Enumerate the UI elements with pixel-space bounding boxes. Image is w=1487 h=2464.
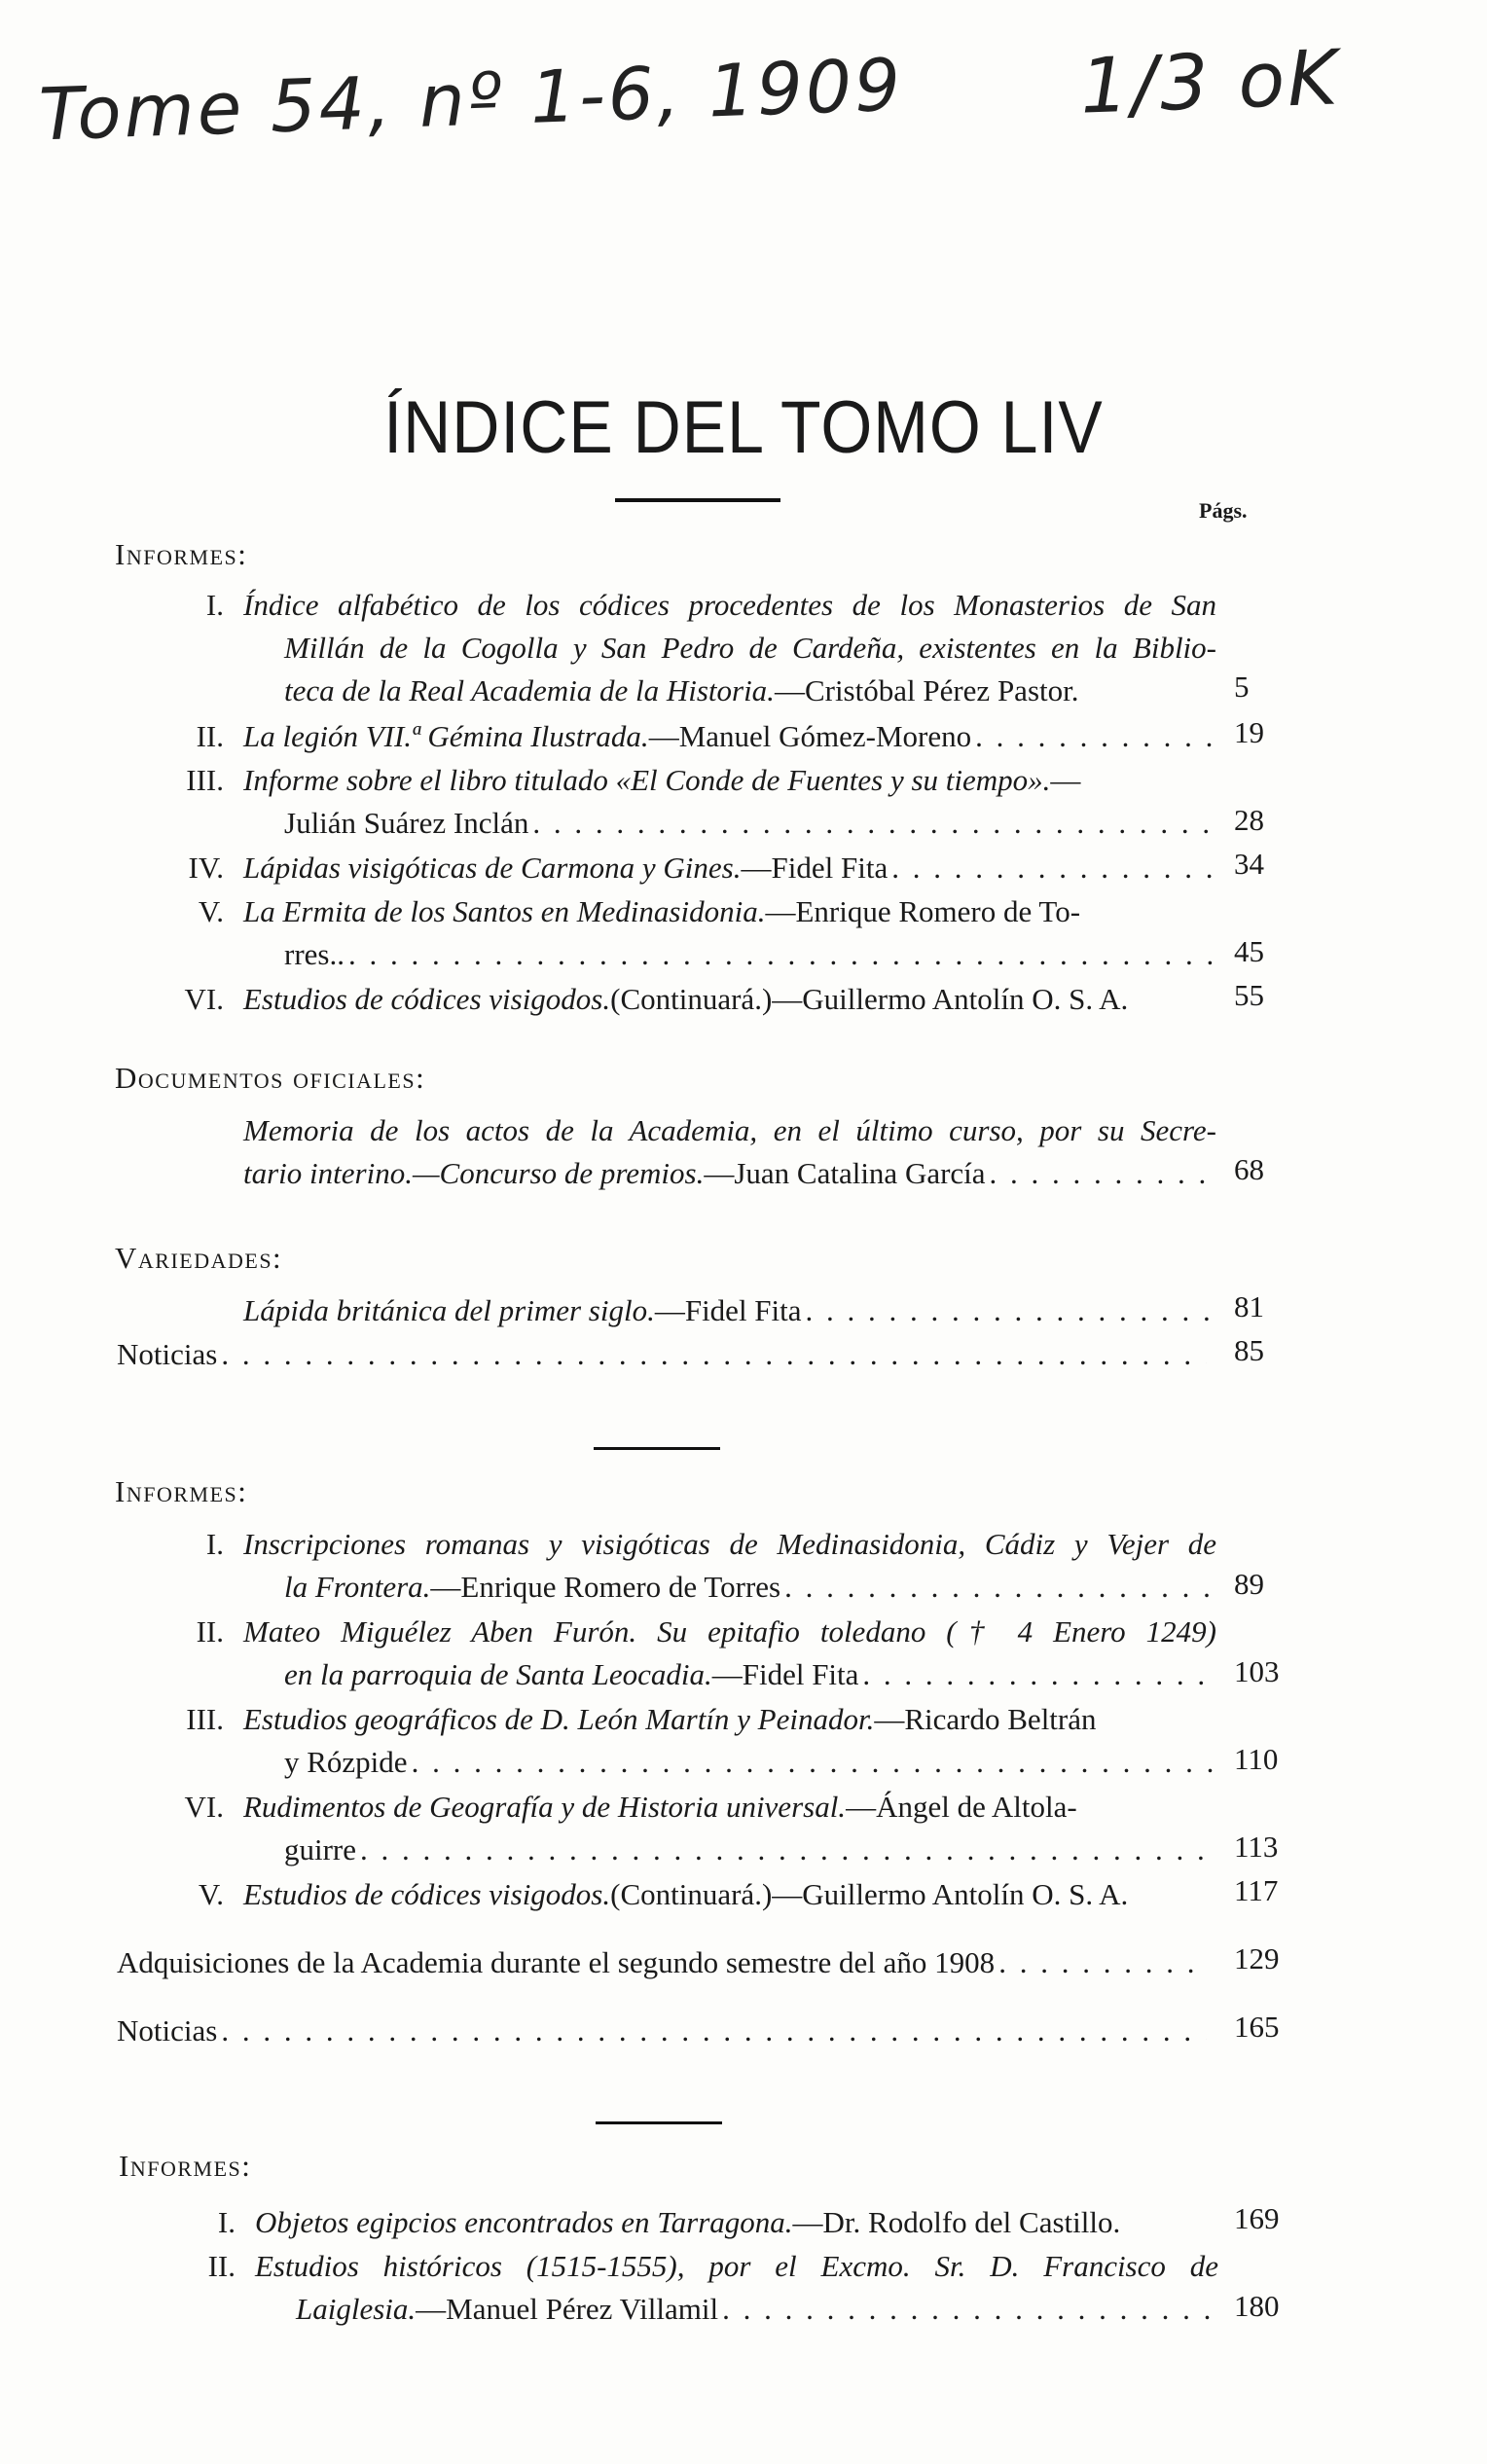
dot-leader (408, 1741, 1216, 1784)
entry-page: 165 (1234, 2010, 1280, 2044)
entry-author: — (1050, 763, 1081, 797)
entry-title-cont: teca de la Real Academia de la Historia. (284, 673, 775, 707)
entry-page: 19 (1234, 715, 1264, 749)
informes-heading-1: Informes: (115, 537, 248, 571)
dot-leader (217, 2010, 1207, 2052)
entry-page: 180 (1234, 2289, 1280, 2323)
entry-page: 110 (1234, 1742, 1279, 1776)
toc-entry (205, 1523, 1216, 1609)
entry-author: —Enrique Romero de Torres (430, 1570, 781, 1604)
documentos-heading: Documentos oficiales: (115, 1061, 426, 1095)
toc-entry (207, 2245, 1218, 2331)
entry-title: Memoria de los actos de la Academia, en el último curso, por su Secre- (243, 1113, 1216, 1147)
entry-title: Objetos egipcios encontrados en Tarragona. (255, 2205, 793, 2239)
section-rule (596, 2121, 722, 2124)
entry-author: —Manuel Pérez Villamil (416, 2292, 719, 2326)
entry-title: Estudios históricos (1515-1555), por el Excmo. Sr. D. Francisco de (255, 2249, 1218, 2283)
dot-leader (718, 2288, 1218, 2331)
entry-number: V . (163, 1873, 224, 1916)
entry-title: Mateo Miguélez Aben Furón. Su epitafio toledano († 4 Enero 1249) (243, 1614, 1216, 1649)
entry-title: Rudimentos de Geografía y de Historia universal. (243, 1790, 847, 1824)
handwritten-volume-note: Tome 54, nº 1-6, 1909 (37, 43, 905, 158)
entry-number: I . (175, 2201, 236, 2244)
toc-entry-noticias (117, 1333, 1207, 1376)
toc-entry-memoria (243, 1109, 1216, 1195)
entry-page: 28 (1234, 803, 1264, 837)
dot-leader (888, 847, 1216, 889)
dot-leader (858, 1653, 1216, 1696)
dot-leader (356, 1829, 1216, 1871)
entry-number: II . (163, 1611, 224, 1653)
entry-page: 85 (1234, 1333, 1264, 1367)
entry-number: I . (163, 584, 224, 627)
entry-title: Lápida británica del primer siglo. (243, 1293, 655, 1327)
handwritten-check-note: 1/3 oK (1078, 34, 1342, 131)
entry-number: II . (175, 2245, 236, 2288)
entry-author: —Juan Catalina García (704, 1156, 986, 1190)
entry-title-cont: la Frontera. (284, 1570, 431, 1604)
entry-page: 5 (1234, 670, 1250, 704)
entry-title-cont: en la parroquia de Santa Leocadia. (284, 1657, 712, 1691)
entry-author: —Ángel de Altola- (846, 1790, 1077, 1824)
entry-number: III . (163, 759, 224, 802)
entry-author: —Cristóbal Pérez Pastor. (774, 673, 1079, 707)
entry-page: 129 (1234, 1941, 1280, 1975)
variedades-heading: Variedades: (115, 1241, 283, 1275)
entry-page: 34 (1234, 847, 1264, 881)
entry-author: —Fidel Fita (654, 1293, 802, 1327)
entry-number: V . (163, 890, 224, 933)
entry-title: Informe sobre el libro titulado «El Conde de Fuentes y su tiempo». (243, 763, 1051, 797)
toc-entry (188, 847, 1216, 889)
entry-page: 103 (1234, 1654, 1280, 1688)
entry-title: La Ermita de los Santos en Medinasidonia. (243, 894, 766, 928)
entry-number: II . (163, 715, 224, 758)
entry-author-cont: Julián Suárez Inclán (284, 806, 529, 840)
entry-title: Lápidas visigóticas de Carmona y Gines. (243, 851, 742, 885)
entry-author-cont: rres.. (284, 937, 345, 971)
dot-leader (217, 1333, 1207, 1376)
toc-entry (184, 1786, 1216, 1871)
entry-title: Índice alfabético de los códices procedentes de los Monasterios de San (243, 588, 1216, 622)
toc-entry (186, 1698, 1216, 1784)
entry-label: Adquisiciones de la Academia durante el segundo semestre del año 1908 (117, 1945, 996, 1979)
entry-author: (Continuará.)—Guillermo Antolín O. S. A. (610, 982, 1129, 1016)
toc-entry (205, 584, 1216, 712)
entry-author: —Manuel Gómez-Moreno (648, 719, 972, 753)
entry-number: III . (163, 1698, 224, 1741)
entry-title: Inscripciones romanas y visigóticas de Medinasidonia, Cádiz y Vejer de (243, 1527, 1216, 1561)
entry-title: La legión VII.ª Gémina Ilustrada. (243, 719, 649, 753)
entry-title: Estudios de códices visigodos. (243, 1877, 611, 1911)
dot-leader (995, 1941, 1207, 1984)
toc-entry (184, 978, 1216, 1021)
dot-leader (780, 1566, 1216, 1609)
entry-title: Estudios de códices visigodos. (243, 982, 611, 1016)
entry-author: —Fidel Fita (741, 851, 889, 885)
dot-leader (528, 802, 1216, 845)
entry-number: VI . (163, 978, 224, 1021)
entry-page: 117 (1234, 1873, 1279, 1907)
informes-heading-2: Informes: (115, 1474, 248, 1508)
page-title: ÍNDICE DEL TOMO LIV (383, 385, 1104, 469)
entry-number: IV . (163, 847, 224, 889)
entry-title-cont: Millán de la Cogolla y San Pedro de Cardeña, existentes en la Biblio- (284, 631, 1216, 665)
toc-entry (217, 2201, 1218, 2244)
dot-leader (345, 933, 1216, 976)
toc-entry (198, 890, 1216, 976)
entry-title-cont: tario interino.—Concurso de premios. (243, 1156, 705, 1190)
entry-author: (Continuará.)—Guillermo Antolín O. S. A. (610, 1877, 1129, 1911)
entry-author: —Ricardo Beltrán (874, 1702, 1097, 1736)
informes-heading-3: Informes: (119, 2149, 252, 2183)
dot-leader (971, 715, 1216, 758)
entry-number: VI . (163, 1786, 224, 1829)
entry-author-cont: guirre (284, 1832, 357, 1866)
entry-page: 113 (1234, 1830, 1279, 1864)
toc-entry-adquisiciones (117, 1941, 1207, 1984)
dot-leader (986, 1152, 1216, 1195)
entry-author: —Fidel Fita (711, 1657, 859, 1691)
entry-title: Estudios geográficos de D. León Martín y Peinador. (243, 1702, 875, 1736)
title-rule (615, 498, 780, 502)
entry-label: Noticias (117, 2013, 218, 2047)
entry-author: —Dr. Rodolfo del Castillo. (792, 2205, 1121, 2239)
entry-number: I . (163, 1523, 224, 1566)
pags-label: Págs. (1199, 498, 1248, 523)
entry-author: —Enrique Romero de To- (765, 894, 1081, 928)
toc-entry (196, 1611, 1216, 1696)
entry-label: Noticias (117, 1337, 218, 1371)
toc-entry (186, 759, 1216, 845)
entry-page: 45 (1234, 934, 1264, 968)
section-rule (594, 1447, 720, 1450)
dot-leader (802, 1289, 1216, 1332)
toc-entry-noticias (117, 2010, 1207, 2052)
entry-page: 81 (1234, 1289, 1264, 1323)
entry-page: 55 (1234, 978, 1264, 1012)
toc-entry (196, 715, 1216, 758)
entry-author-cont: y Rózpide (284, 1745, 408, 1779)
entry-page: 68 (1234, 1152, 1264, 1186)
toc-entry-lapida (243, 1289, 1216, 1332)
entry-page: 89 (1234, 1567, 1264, 1601)
entry-title-cont: Laiglesia. (296, 2292, 417, 2326)
entry-page: 169 (1234, 2201, 1280, 2235)
toc-entry (198, 1873, 1216, 1916)
